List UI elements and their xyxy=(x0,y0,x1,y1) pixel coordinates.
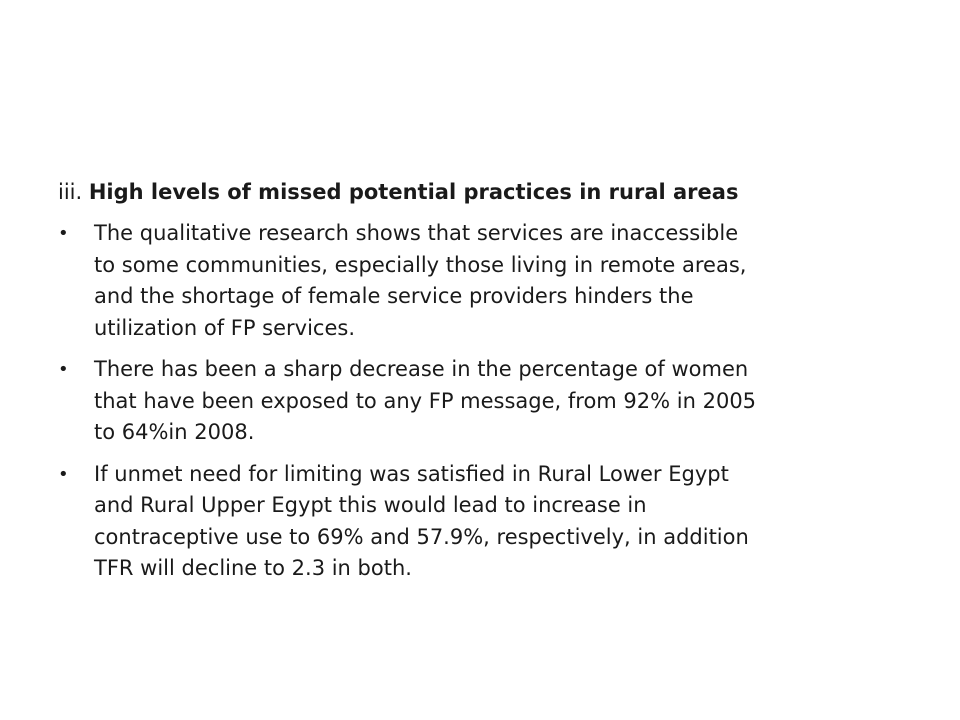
bullet-icon: • xyxy=(58,463,69,485)
bullet-text: The qualitative research shows that services are inaccessible to some communities, especially those living in remote areas, and the shortage of female service providers hinders the utilization of FP services. xyxy=(94,221,747,340)
bullet-list xyxy=(58,218,918,595)
bullet-icon: • xyxy=(58,359,69,380)
bullet-item xyxy=(58,459,918,585)
bullet-text: If unmet need for limiting was satisfied in Rural Lower Egypt and Rural Upper Egypt this would lead to increase in contraceptive use to 69% and 57.9%, respectively, in addition TFR will decline to 2.3 in both. xyxy=(94,461,749,580)
bullet-item xyxy=(58,218,918,344)
bullet-icon: • xyxy=(58,223,69,244)
section-number: iii. xyxy=(58,180,89,204)
bullet-item xyxy=(58,354,918,449)
bullet-text: There has been a sharp decrease in the percentage of women that have been exposed to any FP message, from 92% in 2005 to 64%in 2008. xyxy=(94,357,757,444)
section-heading xyxy=(58,176,918,208)
section-title: High levels of missed potential practices in rural areas xyxy=(88,180,739,204)
